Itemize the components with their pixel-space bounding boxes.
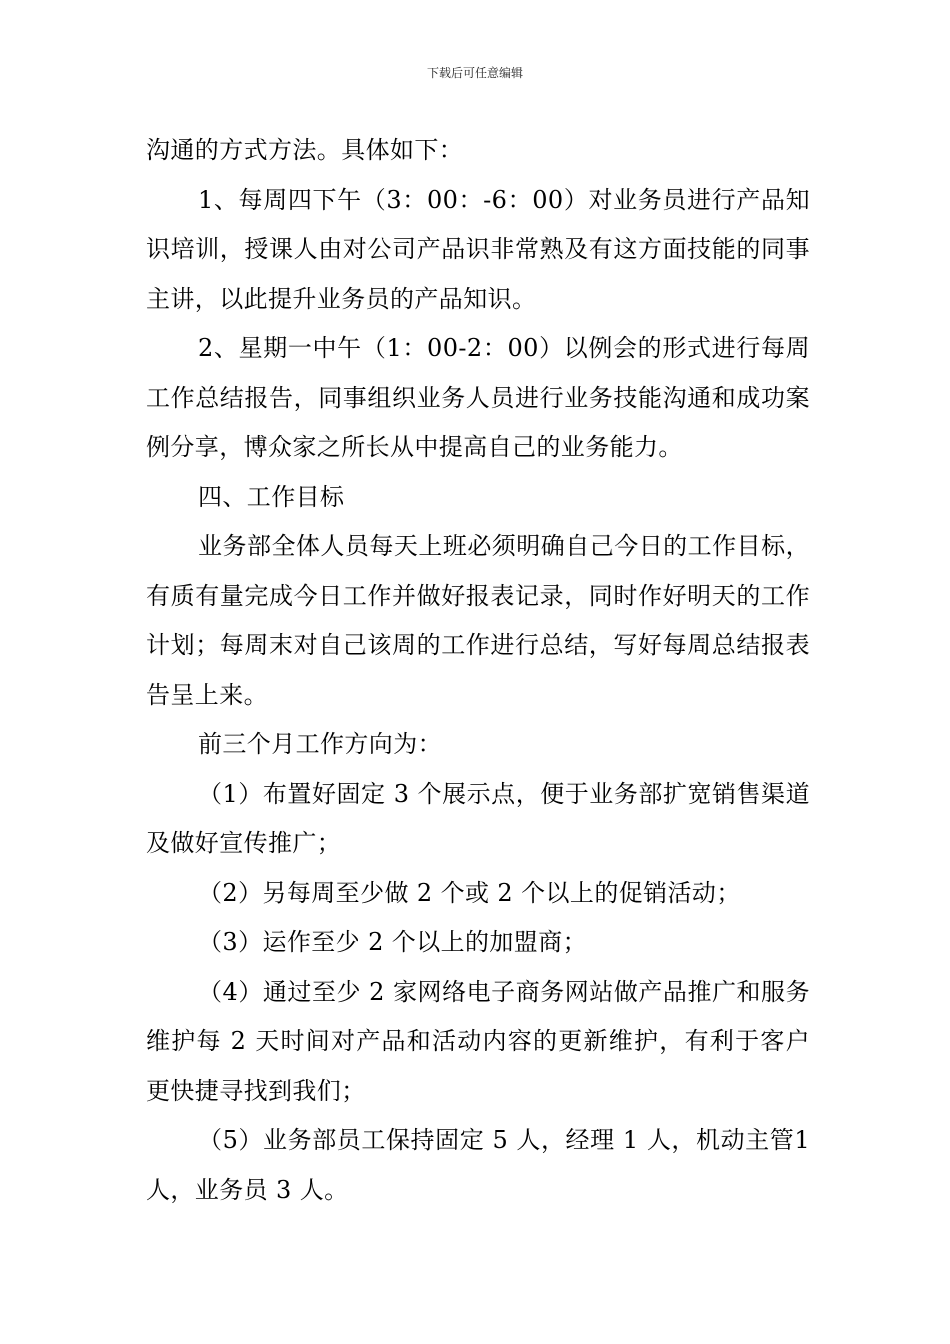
list-item-3: （3）运作至少 2 个以上的加盟商； [198,928,587,956]
list-item-5: （5）业务部员工保持固定 5 人，经理 1 人，机动主管1 人，业务员 3 人。 [146,1126,810,1204]
paragraph-item-1: 1、每周四下午（3：00：-6：00）对业务员进行产品知识培训，授课人由对公司产品识非常熟及有这方面技能的同事主讲，以此提升业务员的产品知识。 [146,185,810,313]
page-header [0,64,950,82]
list-item-1: （1）布置好固定 3 个展示点，便于业务部扩宽销售渠道及做好宣传推广； [146,779,810,857]
section-heading-goals: 四、工作目标 [198,482,345,511]
paragraph-direction-intro: 前三个月工作方向为： [198,730,442,758]
paragraph-item-2: 2、星期一中午（1：00-2：00）以例会的形式进行每周工作总结报告，同事组织业务人员进行业务技能沟通和成功案例分享，博众家之所长从中提高自己的业务能力。 [146,334,810,461]
header-text: 下载后可任意编辑 [426,66,523,80]
list-item-2: （2）另每周至少做 2 个或 2 个以上的促销活动； [198,878,741,907]
list-item-4: （4）通过至少 2 家网络电子商务网站做产品推广和服务维护每 2 天时间对产品和活动内容的更新维护，有利于客户更快捷寻找到我们； [146,977,810,1105]
paragraph-goals: 业务部全体人员每天上班必须明确自己今日的工作目标，有质有量完成今日工作并做好报表记录，同时作好明天的工作计划；每周末对自己该周的工作进行总结，写好每周总结报表告呈上来。 [146,532,810,709]
paragraph-intro: 沟通的方式方法。具体如下： [146,136,464,164]
document-body [146,126,810,1215]
